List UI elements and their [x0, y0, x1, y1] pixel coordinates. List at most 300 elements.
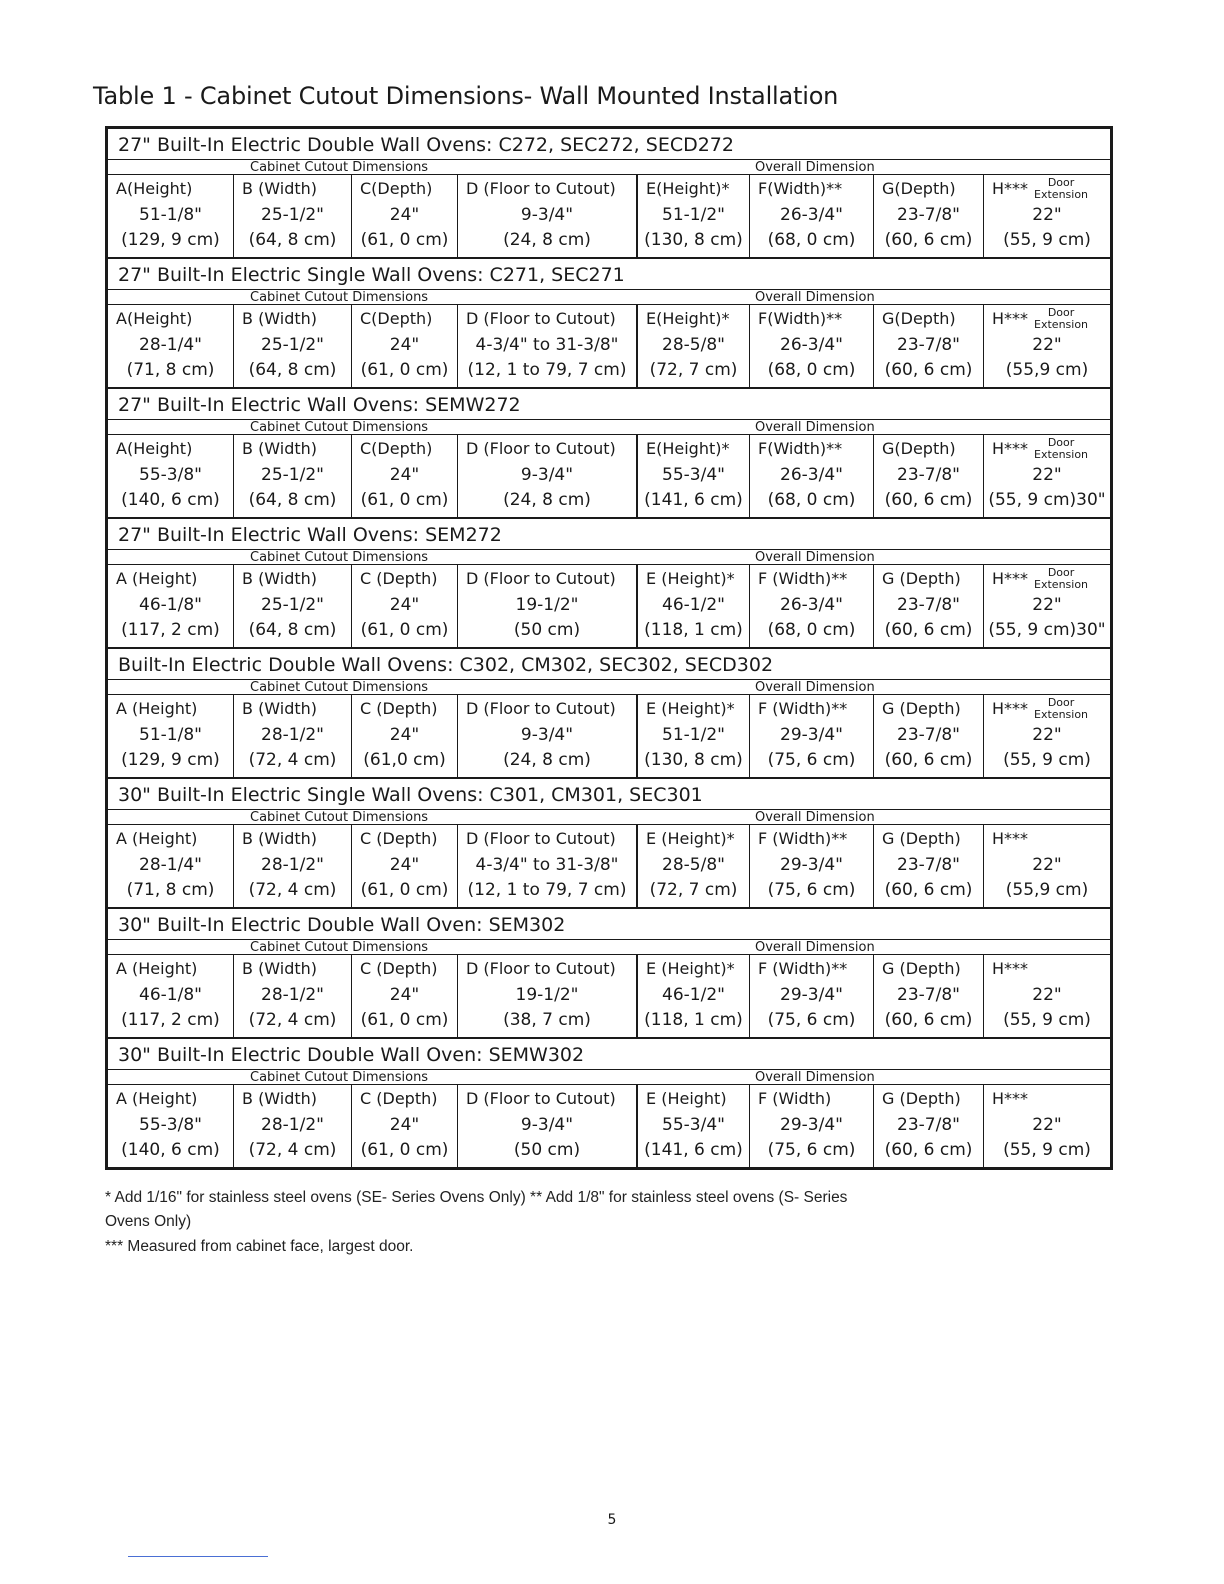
- dimension-cell: [234, 955, 352, 1037]
- value-inches: 29-3/4": [780, 985, 843, 1005]
- value-cm: (141, 6 cm): [644, 1140, 743, 1160]
- value-inches: 26-3/4": [780, 465, 843, 485]
- oven-section: [108, 129, 1110, 259]
- value-inches: 24": [389, 985, 420, 1005]
- overall-dimension-label: Overall Dimension: [755, 810, 875, 825]
- value-cm: (117, 2 cm): [121, 620, 220, 640]
- column-header: F (Width)**: [758, 959, 848, 978]
- value-cm: (61, 0 cm): [360, 620, 449, 640]
- value-inches: 28-1/2": [261, 1115, 324, 1135]
- section-title: Built-In Electric Double Wall Ovens: C302, CM302, SEC302, SECD302: [108, 649, 1110, 680]
- dimension-cell: [458, 695, 638, 777]
- value-inches: 29-3/4": [780, 855, 843, 875]
- footnote-line-1: * Add 1/16" for stainless steel ovens (SE- Series Ovens Only) ** Add 1/8" for stainless steel ovens (S- Series: [105, 1189, 848, 1206]
- column-header: D (Floor to Cutout): [466, 179, 616, 198]
- column-header: G(Depth): [882, 309, 956, 328]
- value-inches: 24": [389, 1115, 420, 1135]
- column-header: C(Depth): [360, 179, 433, 198]
- dimension-cell: [458, 305, 638, 387]
- column-header: [984, 435, 1110, 463]
- dimension-cell: [984, 695, 1110, 777]
- value-cm: (75, 6 cm): [767, 750, 856, 770]
- value-cm: (60, 6 cm): [884, 360, 973, 380]
- dimension-cell: [984, 565, 1110, 647]
- value-cm: (55, 9 cm): [1003, 230, 1091, 250]
- dimension-cell: [984, 825, 1110, 907]
- column-header-label: H***: [992, 179, 1029, 198]
- dimension-cell: [638, 435, 750, 517]
- dimension-cell: [108, 1085, 234, 1167]
- value-inches: 23-7/8": [897, 205, 960, 225]
- cutout-dimensions-label: Cabinet Cutout Dimensions: [250, 160, 429, 175]
- oven-section: [108, 649, 1110, 779]
- value-cm: (64, 8 cm): [248, 230, 337, 250]
- value-inches: 24": [389, 205, 420, 225]
- column-header: F(Width)**: [758, 439, 843, 458]
- value-inches: 51-1/2": [662, 205, 725, 225]
- value-inches: 46-1/8": [139, 985, 202, 1005]
- dimension-cell: [750, 695, 874, 777]
- column-header: D (Floor to Cutout): [466, 439, 616, 458]
- dimension-cell: [638, 1085, 750, 1167]
- column-header: F (Width)**: [758, 569, 848, 588]
- dimension-cell: [458, 955, 638, 1037]
- value-inches: 28-1/2": [261, 985, 324, 1005]
- column-header: B (Width): [242, 439, 318, 458]
- value-cm: (129, 9 cm): [121, 750, 220, 770]
- column-header: B (Width): [242, 309, 318, 328]
- value-cm: (130, 8 cm): [644, 750, 743, 770]
- cutout-dimensions-label: Cabinet Cutout Dimensions: [250, 810, 429, 825]
- column-header: D (Floor to Cutout): [466, 959, 616, 978]
- dimension-cell: [874, 175, 984, 257]
- value-cm: (24, 8 cm): [503, 230, 591, 250]
- value-cm: (61,0 cm): [363, 750, 446, 770]
- value-inches: 23-7/8": [897, 985, 960, 1005]
- value-cm: (61, 0 cm): [360, 360, 449, 380]
- door-extension-top: Door: [1047, 566, 1075, 579]
- footnote-line-2: Ovens Only): [105, 1213, 192, 1230]
- column-header-label: H***: [992, 829, 1029, 848]
- value-cm: (38, 7 cm): [503, 1010, 591, 1030]
- value-inches: 28-5/8": [662, 335, 725, 355]
- value-inches: 29-3/4": [780, 725, 843, 745]
- column-header: F(Width)**: [758, 179, 843, 198]
- column-header: F (Width)**: [758, 829, 848, 848]
- value-inches: 26-3/4": [780, 595, 843, 615]
- value-inches: 4-3/4" to 31-3/8": [475, 855, 619, 875]
- value-cm: (72, 4 cm): [248, 880, 337, 900]
- column-header: D (Floor to Cutout): [466, 309, 616, 328]
- value-cm: (50 cm): [513, 620, 581, 640]
- column-header: C (Depth): [360, 569, 438, 588]
- column-header: [984, 565, 1110, 593]
- column-header: B (Width): [242, 179, 318, 198]
- column-header: E (Height)*: [646, 959, 735, 978]
- section-title: 30" Built-In Electric Double Wall Oven: SEMW302: [108, 1039, 1110, 1070]
- dimension-cell: [108, 435, 234, 517]
- cutout-dimensions-label: Cabinet Cutout Dimensions: [250, 680, 429, 695]
- column-header: C (Depth): [360, 1089, 438, 1108]
- value-inches: 22": [1032, 595, 1062, 615]
- oven-section: [108, 779, 1110, 909]
- column-header: G (Depth): [882, 1089, 961, 1108]
- column-header: E (Height): [646, 1089, 727, 1108]
- value-cm: (60, 6 cm): [884, 1010, 973, 1030]
- column-header-label: H***: [992, 1089, 1029, 1108]
- value-inches: 25-1/2": [261, 335, 324, 355]
- column-header: B (Width): [242, 959, 318, 978]
- value-cm: (118, 1 cm): [644, 1010, 743, 1030]
- dimension-cell: [638, 565, 750, 647]
- oven-section: [108, 519, 1110, 649]
- door-extension-bottom: Extension: [1034, 318, 1089, 331]
- value-inches: 22": [1032, 205, 1062, 225]
- cutout-dimensions-label: Cabinet Cutout Dimensions: [250, 550, 429, 565]
- dimension-cell: [984, 1085, 1110, 1167]
- dimension-cell: [750, 565, 874, 647]
- value-cm: (61, 0 cm): [360, 230, 449, 250]
- door-extension-bottom: Extension: [1034, 578, 1089, 591]
- value-inches: 9-3/4": [520, 725, 574, 745]
- value-inches: 4-3/4" to 31-3/8": [475, 335, 619, 355]
- column-header: D (Floor to Cutout): [466, 569, 616, 588]
- dimension-cell: [984, 435, 1110, 517]
- value-inches: 46-1/8": [139, 595, 202, 615]
- dimension-cell: [874, 565, 984, 647]
- value-cm: (75, 6 cm): [767, 1010, 856, 1030]
- dimension-cell: [874, 955, 984, 1037]
- column-header: B (Width): [242, 1089, 318, 1108]
- value-inches: 24": [389, 595, 420, 615]
- value-cm: (72, 7 cm): [649, 360, 738, 380]
- value-inches: 22": [1032, 725, 1062, 745]
- cutout-dimensions-label: Cabinet Cutout Dimensions: [250, 290, 429, 305]
- value-cm: (71, 8 cm): [126, 880, 215, 900]
- value-inches: 28-1/4": [139, 855, 202, 875]
- dimension-cell: [352, 175, 458, 257]
- value-inches: 19-1/2": [515, 595, 579, 615]
- dimension-cell: [458, 435, 638, 517]
- value-cm: (55, 9 cm): [1003, 750, 1091, 770]
- door-extension-bottom: Extension: [1034, 708, 1089, 721]
- column-header: [984, 955, 1110, 983]
- value-inches: 22": [1032, 335, 1062, 355]
- cutout-dimensions-label: Cabinet Cutout Dimensions: [250, 1070, 429, 1085]
- value-cm: (60, 6 cm): [884, 880, 973, 900]
- column-header: E (Height)*: [646, 699, 735, 718]
- column-header: F (Width)**: [758, 699, 848, 718]
- column-header: G(Depth): [882, 179, 956, 198]
- column-header: A(Height): [116, 439, 193, 458]
- value-inches: 28-1/4": [139, 335, 202, 355]
- column-header: G(Depth): [882, 439, 956, 458]
- dimension-cell: [984, 955, 1110, 1037]
- column-header: D (Floor to Cutout): [466, 699, 616, 718]
- value-inches: 29-3/4": [780, 1115, 843, 1135]
- column-header-label: H***: [992, 959, 1029, 978]
- value-cm: (72, 4 cm): [248, 1010, 337, 1030]
- value-cm: (68, 0 cm): [767, 620, 856, 640]
- column-header: A(Height): [116, 179, 193, 198]
- value-inches: 23-7/8": [897, 465, 960, 485]
- dimension-cell: [108, 305, 234, 387]
- overall-dimension-label: Overall Dimension: [755, 1070, 875, 1085]
- column-header: C(Depth): [360, 439, 433, 458]
- footnote-line-3: *** Measured from cabinet face, largest door.: [105, 1238, 414, 1255]
- dimension-cell: [234, 1085, 352, 1167]
- dimension-cell: [638, 175, 750, 257]
- door-extension-bottom: Extension: [1034, 188, 1089, 201]
- value-cm: (68, 0 cm): [767, 360, 856, 380]
- value-cm: (12, 1 to 79, 7 cm): [467, 880, 627, 900]
- overall-dimension-label: Overall Dimension: [755, 940, 875, 955]
- door-extension-bottom: Extension: [1034, 448, 1089, 461]
- column-header: [984, 825, 1110, 853]
- column-header: A (Height): [116, 829, 198, 848]
- bottom-rule: [128, 1556, 268, 1557]
- value-cm: (68, 0 cm): [767, 230, 856, 250]
- value-cm: (60, 6 cm): [884, 750, 973, 770]
- column-header: D (Floor to Cutout): [466, 829, 616, 848]
- dimension-cell: [750, 1085, 874, 1167]
- value-inches: 23-7/8": [897, 725, 960, 745]
- value-inches: 24": [389, 855, 420, 875]
- value-inches: 51-1/8": [139, 205, 202, 225]
- door-extension-top: Door: [1047, 436, 1075, 449]
- value-cm: (72, 4 cm): [248, 1140, 337, 1160]
- section-title: 30" Built-In Electric Double Wall Oven: SEM302: [108, 909, 1110, 940]
- door-extension-label: [1034, 695, 1088, 721]
- value-inches: 46-1/2": [662, 595, 725, 615]
- value-cm: (50 cm): [513, 1140, 581, 1160]
- section-title: 27" Built-In Electric Double Wall Ovens: C272, SEC272, SECD272: [108, 129, 1110, 160]
- column-header: E (Height)*: [646, 829, 735, 848]
- value-cm: (55,9 cm): [1005, 360, 1089, 380]
- value-cm: (130, 8 cm): [644, 230, 743, 250]
- column-header: A (Height): [116, 699, 198, 718]
- dimension-cell: [234, 435, 352, 517]
- value-cm: (64, 8 cm): [248, 360, 337, 380]
- oven-section: [108, 909, 1110, 1039]
- overall-dimension-label: Overall Dimension: [755, 680, 875, 695]
- column-header: G (Depth): [882, 829, 961, 848]
- value-cm: (75, 6 cm): [767, 1140, 856, 1160]
- subheader-row: [108, 160, 1110, 175]
- cutout-dimensions-label: Cabinet Cutout Dimensions: [250, 940, 429, 955]
- column-header-label: H***: [992, 439, 1029, 458]
- section-title: 27" Built-In Electric Single Wall Ovens: C271, SEC271: [108, 259, 1110, 290]
- door-extension-label: [1034, 305, 1088, 331]
- page-title: Table 1 - Cabinet Cutout Dimensions- Wall Mounted Installation: [93, 82, 839, 110]
- dimension-cell: [108, 825, 234, 907]
- dimension-cell: [352, 1085, 458, 1167]
- value-cm: (60, 6 cm): [884, 620, 973, 640]
- value-inches: 23-7/8": [897, 855, 960, 875]
- column-header-label: H***: [992, 699, 1029, 718]
- value-inches: 23-7/8": [897, 335, 960, 355]
- value-cm: (55, 9 cm): [1003, 1010, 1091, 1030]
- column-header: A (Height): [116, 959, 198, 978]
- value-inches: 22": [1032, 1115, 1062, 1135]
- value-inches: 23-7/8": [897, 1115, 960, 1135]
- dimension-cell: [984, 305, 1110, 387]
- column-header: E(Height)*: [646, 439, 730, 458]
- value-cm: (61, 0 cm): [360, 1140, 449, 1160]
- subheader-row: [108, 290, 1110, 305]
- value-inches: 28-5/8": [662, 855, 725, 875]
- value-cm: (55, 9 cm)30": [988, 620, 1106, 640]
- value-inches: 55-3/8": [139, 465, 202, 485]
- column-header: E (Height)*: [646, 569, 735, 588]
- value-cm: (24, 8 cm): [503, 750, 591, 770]
- door-extension-label: [1034, 435, 1088, 461]
- dimension-cell: [458, 565, 638, 647]
- subheader-row: [108, 1070, 1110, 1085]
- subheader-row: [108, 810, 1110, 825]
- dimension-cell: [874, 1085, 984, 1167]
- section-title: 27" Built-In Electric Wall Ovens: SEM272: [108, 519, 1110, 550]
- subheader-row: [108, 550, 1110, 565]
- dimension-cell: [750, 175, 874, 257]
- column-header-label: H***: [992, 309, 1029, 328]
- dimension-cell: [638, 305, 750, 387]
- dimension-cell: [352, 695, 458, 777]
- value-inches: 26-3/4": [780, 205, 843, 225]
- value-cm: (64, 8 cm): [248, 490, 337, 510]
- dimension-cell: [874, 825, 984, 907]
- oven-section: [108, 389, 1110, 519]
- value-inches: 55-3/8": [139, 1115, 202, 1135]
- column-header: E(Height)*: [646, 179, 730, 198]
- value-cm: (61, 0 cm): [360, 880, 449, 900]
- column-header: C (Depth): [360, 959, 438, 978]
- column-header: [984, 1085, 1110, 1113]
- value-cm: (61, 0 cm): [360, 1010, 449, 1030]
- value-cm: (55, 9 cm)30": [988, 490, 1106, 510]
- dimension-cell: [234, 695, 352, 777]
- column-header: [984, 305, 1110, 333]
- value-cm: (71, 8 cm): [126, 360, 215, 380]
- column-header: A (Height): [116, 569, 198, 588]
- value-cm: (60, 6 cm): [884, 490, 973, 510]
- dimension-cell: [750, 825, 874, 907]
- value-cm: (55,9 cm): [1005, 880, 1089, 900]
- dimension-cell: [874, 305, 984, 387]
- overall-dimension-label: Overall Dimension: [755, 290, 875, 305]
- column-header-label: H***: [992, 569, 1029, 588]
- dimension-cell: [234, 825, 352, 907]
- column-header: G (Depth): [882, 699, 961, 718]
- column-header: G (Depth): [882, 569, 961, 588]
- column-header: A(Height): [116, 309, 193, 328]
- dimension-cell: [234, 175, 352, 257]
- value-inches: 24": [389, 335, 420, 355]
- door-extension-label: [1034, 565, 1088, 591]
- oven-section: [108, 259, 1110, 389]
- value-inches: 22": [1032, 465, 1062, 485]
- column-header: [984, 695, 1110, 723]
- value-cm: (72, 7 cm): [649, 880, 738, 900]
- door-extension-top: Door: [1047, 306, 1075, 319]
- section-title: 30" Built-In Electric Single Wall Ovens: C301, CM301, SEC301: [108, 779, 1110, 810]
- value-inches: 26-3/4": [780, 335, 843, 355]
- dimension-cell: [458, 175, 638, 257]
- door-extension-top: Door: [1047, 696, 1075, 709]
- value-cm: (64, 8 cm): [248, 620, 337, 640]
- value-cm: (140, 6 cm): [121, 1140, 220, 1160]
- section-title: 27" Built-In Electric Wall Ovens: SEMW272: [108, 389, 1110, 420]
- oven-section: [108, 1039, 1110, 1167]
- dimension-cell: [984, 175, 1110, 257]
- column-header: D (Floor to Cutout): [466, 1089, 616, 1108]
- value-inches: 9-3/4": [520, 1115, 574, 1135]
- value-cm: (75, 6 cm): [767, 880, 856, 900]
- dimension-cell: [108, 565, 234, 647]
- page-number: 5: [607, 1512, 617, 1528]
- value-cm: (55, 9 cm): [1003, 1140, 1091, 1160]
- column-header: F (Width): [758, 1089, 832, 1108]
- subheader-row: [108, 420, 1110, 435]
- overall-dimension-label: Overall Dimension: [755, 550, 875, 565]
- door-extension-top: Door: [1047, 176, 1075, 189]
- value-inches: 9-3/4": [520, 205, 574, 225]
- value-inches: 19-1/2": [515, 985, 579, 1005]
- value-inches: 28-1/2": [261, 725, 324, 745]
- column-header: F(Width)**: [758, 309, 843, 328]
- column-header: B (Width): [242, 569, 318, 588]
- column-header: B (Width): [242, 829, 318, 848]
- dimension-cell: [352, 305, 458, 387]
- dimension-cell: [352, 825, 458, 907]
- value-inches: 46-1/2": [662, 985, 725, 1005]
- value-cm: (129, 9 cm): [121, 230, 220, 250]
- value-cm: (61, 0 cm): [360, 490, 449, 510]
- overall-dimension-label: Overall Dimension: [755, 420, 875, 435]
- value-cm: (12, 1 to 79, 7 cm): [467, 360, 627, 380]
- subheader-row: [108, 940, 1110, 955]
- value-cm: (141, 6 cm): [644, 490, 743, 510]
- dimension-cell: [108, 955, 234, 1037]
- column-header: A (Height): [116, 1089, 198, 1108]
- value-cm: (118, 1 cm): [644, 620, 743, 640]
- dimension-cell: [352, 565, 458, 647]
- value-cm: (24, 8 cm): [503, 490, 591, 510]
- column-header: G (Depth): [882, 959, 961, 978]
- value-inches: 25-1/2": [261, 595, 324, 615]
- dimension-cell: [750, 955, 874, 1037]
- column-header: E(Height)*: [646, 309, 730, 328]
- value-inches: 23-7/8": [897, 595, 960, 615]
- dimension-cell: [352, 955, 458, 1037]
- value-inches: 24": [389, 725, 420, 745]
- value-inches: 25-1/2": [261, 465, 324, 485]
- value-cm: (117, 2 cm): [121, 1010, 220, 1030]
- value-inches: 25-1/2": [261, 205, 324, 225]
- dimension-cell: [234, 565, 352, 647]
- dimension-cell: [108, 695, 234, 777]
- dimension-cell: [108, 175, 234, 257]
- column-header: C (Depth): [360, 699, 438, 718]
- subheader-row: [108, 680, 1110, 695]
- column-header: C (Depth): [360, 829, 438, 848]
- dimension-cell: [874, 435, 984, 517]
- dimension-cell: [874, 695, 984, 777]
- value-cm: (68, 0 cm): [767, 490, 856, 510]
- door-extension-label: [1034, 175, 1088, 201]
- value-cm: (60, 6 cm): [884, 230, 973, 250]
- value-inches: 55-3/4": [662, 465, 725, 485]
